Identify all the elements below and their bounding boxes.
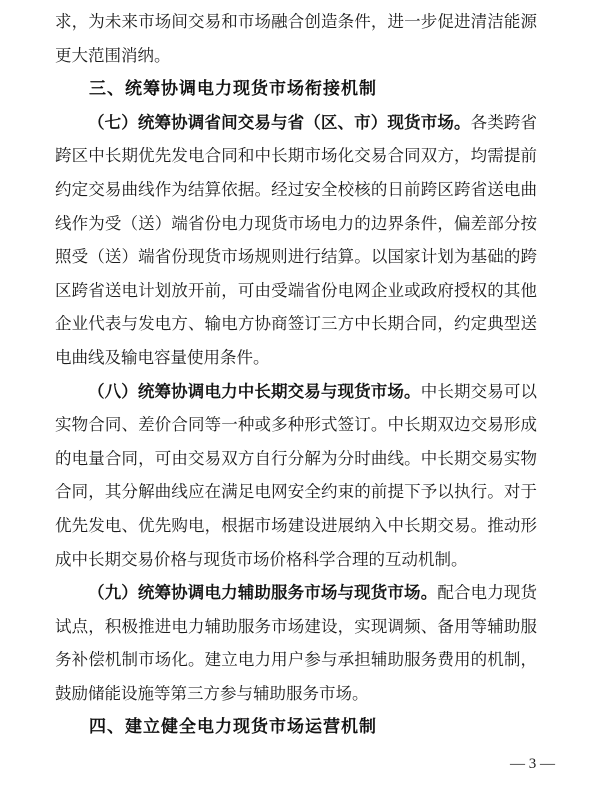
item-eight-body: 中长期交易可以实物合同、差价合同等一种或多种形式签订。中长期双边交易形成的电量合同，可由交易双方自行分解为分时曲线。中长期交易实物合同，其分解曲线应在满足电网安全约束的前提下予以执行。对于优先发电、优先购电，根据市场建设进展纳入中长期交易。推动形成中长期交易价格与现货市场价格科学合理的互动机制。 (55, 381, 538, 569)
paragraph-continuation: 求，为未来市场间交易和市场融合创造条件，进一步促进清洁能源更大范围消纳。 (55, 12, 537, 65)
item-seven-body: 各类跨省跨区中长期优先发电合同和中长期市场化交易合同双方，均需提前约定交易曲线作为结算依据。经过安全校核的日前跨区跨省送电曲线作为受（送）端省份电力现货市场电力的边界条件，偏差部分按照受（送）端省份现货市场规则进行结算。以国家计划为基础的跨区跨省送电计划放开前，可由受端省份电网企业或政府授权的其他企业代表与发电方、输电方协商签订三方中长期合同，约定典型送电曲线及输电容量使用条件。 (55, 112, 538, 367)
item-nine-lead: （九）统筹协调电力辅助服务市场与现货市场。 (88, 583, 438, 603)
item-seven-lead: （七）统筹协调省间交易与省（区、市）现货市场。 (88, 112, 471, 132)
paragraph-item-seven (55, 106, 537, 375)
section-heading-three: 三、统筹协调电力现货市场衔接机制 (89, 79, 377, 99)
page-number: — 3 — (510, 756, 555, 773)
section-heading-four: 四、建立健全电力现货市场运营机制 (89, 717, 377, 737)
paragraph-item-nine (55, 576, 537, 710)
item-eight-lead: （八）统筹协调电力中长期交易与现货市场。 (88, 381, 421, 401)
item-nine-body: 配合电力现货试点，积极推进电力辅助服务市场建设，实现调频、备用等辅助服务补偿机制市场化。建立电力用户参与承担辅助服务费用的机制，鼓励储能设施等第三方参与辅助服务市场。 (55, 583, 538, 703)
paragraph-item-eight (55, 375, 537, 577)
